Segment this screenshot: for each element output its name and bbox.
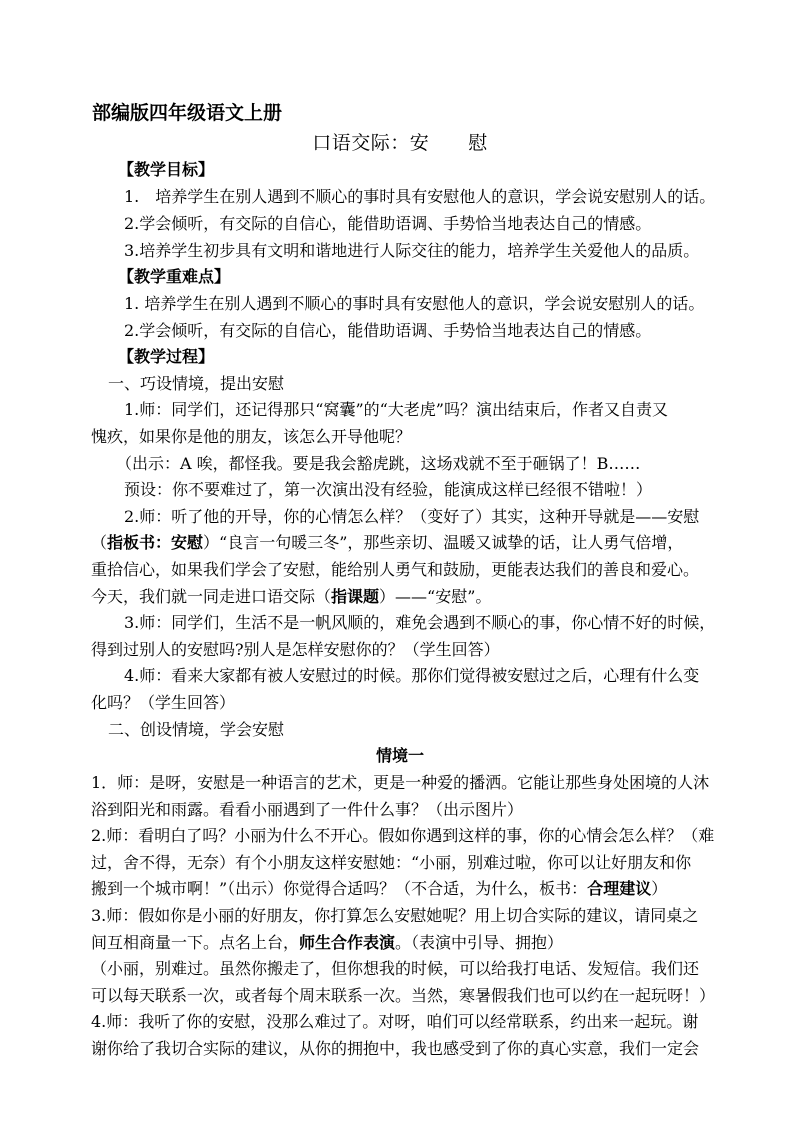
goal-item: 1. 培养学生在别人遇到不顺心的事时具有安慰他人的意识，学会说安慰别人的话。 [124, 187, 716, 206]
paragraph-line: 得到过别人的安慰吗?别人是怎样安慰你的？（学生回答） [91, 640, 500, 659]
board-note: 师生合作表演 [299, 933, 396, 952]
goal-item: 3.培养学生初步具有文明和谐地进行人际交往的能力，培养学生关爱他人的品质。 [124, 241, 700, 260]
part1-heading: 一、巧设情境，提出安慰 [108, 374, 285, 393]
text-run: ） [651, 879, 668, 898]
paragraph-line: （小丽，别难过。虽然你搬走了，但你想我的时候，可以给我打电话、发短信。我们还 [91, 959, 700, 978]
board-note: 指课题 [331, 587, 380, 606]
paragraph-line [91, 586, 491, 608]
paragraph-line: 过，舍不得，无奈）有个小朋友这样安慰她：“小丽，别难过啦，你可以让好朋友和你 [91, 853, 692, 872]
paragraph-line: 预设：你不要难过了，第一次演出没有经验，能演成这样已经很不错啦！） [124, 480, 653, 499]
paragraph-line: 3.师：假如你是小丽的好朋友，你打算怎么安慰她呢？用上切合实际的建议，请同桌之 [91, 906, 699, 925]
keypoint-item: 1. 培养学生在别人遇到不顺心的事时具有安慰他人的意识，学会说安慰别人的话。 [124, 294, 705, 313]
paragraph-line: 浴到阳光和雨露。看看小丽遇到了一件什么事？（出示图片） [91, 800, 524, 819]
paragraph-line: 化吗？（学生回答） [91, 693, 236, 712]
paragraph-line [91, 932, 563, 954]
text-run: 间互相商量一下。点名上台， [91, 933, 300, 952]
paragraph-line: 2.师：听了他的开导，你的心情怎么样？（变好了）其实，这种开导就是——安慰 [124, 507, 700, 526]
paragraph-line: 2.师：看明白了吗？小丽为什么不开心。假如你遇到这样的事，你的心情会怎么样？（难 [91, 826, 715, 845]
text-run: 搬到一个城市啊！”（出示）你觉得合适吗？（不合适，为什么，板书： [91, 879, 588, 898]
part2-heading: 二、创设情境，学会安慰 [108, 720, 285, 739]
board-note: 合理建议 [587, 879, 652, 898]
process-heading: 【教学过程】 [118, 347, 215, 366]
text-run: 今天，我们就一同走进口语交际（ [91, 587, 332, 606]
paragraph-line: 4.师：我听了你的安慰，没那么难过了。对呀，咱们可以经常联系，约出来一起玩。谢 [91, 1012, 699, 1031]
paragraph-line: 谢你给了我切合实际的建议，从你的拥抱中，我也感受到了你的真心实意，我们一定会 [91, 1039, 700, 1058]
goals-heading: 【教学目标】 [118, 160, 215, 179]
paragraph-line: 1.师：同学们，还记得那只“窝囊”的“大老虎”吗？演出结束后，作者又自责又 [124, 400, 668, 419]
keypoint-item: 2.学会倾听，有交际的自信心，能借助语调、手势恰当地表达自己的情感。 [124, 321, 652, 340]
paragraph-line [91, 532, 683, 554]
board-note: 指板书：安慰 [107, 533, 204, 552]
lesson-title: 口语交际：安 慰 [312, 132, 488, 154]
series-title: 部编版四年级语文上册 [92, 102, 283, 124]
paragraph-line: 4.师：看来大家都有被人安慰过的时候。那你们觉得被安慰过之后，心理有什么变 [124, 666, 700, 685]
paragraph-line: 3.师：同学们，生活不是一帆风顺的，难免会遇到不顺心的事，你心情不好的时候， [124, 613, 716, 632]
text-run: ）——“安慰”。 [379, 587, 492, 606]
paragraph-line: 重拾信心，如果我们学会了安慰，能给别人勇气和鼓励，更能表达我们的善良和爱心。 [91, 560, 700, 579]
paragraph-line: 可以每天联系一次，或者每个周末联系一次。当然，寒暑假我们也可以约在一起玩呀！） [91, 986, 716, 1005]
paragraph-line [91, 878, 667, 900]
paren-open: （ [91, 533, 108, 552]
scene1-heading: 情境一 [375, 746, 424, 765]
text-run: 。（表演中引导、拥抱） [395, 933, 564, 952]
text-run: ）“良言一句暖三冬”，那些亲切、温暖又诚挚的话，让人勇气倍增， [203, 533, 684, 552]
keypoints-heading: 【教学重难点】 [118, 267, 231, 286]
goal-item: 2.学会倾听，有交际的自信心，能借助语调、手势恰当地表达自己的情感。 [124, 214, 652, 233]
paragraph-line: （出示：A 唉，都怪我。要是我会豁虎跳，这场戏就不至于砸锅了！B…… [116, 454, 641, 473]
paragraph-line: 愧疚，如果你是他的朋友，该怎么开导他呢？ [91, 427, 412, 446]
paragraph-line: 1．师：是呀，安慰是一种语言的艺术，更是一种爱的播洒。它能让那些身处困境的人沐 [91, 773, 710, 792]
